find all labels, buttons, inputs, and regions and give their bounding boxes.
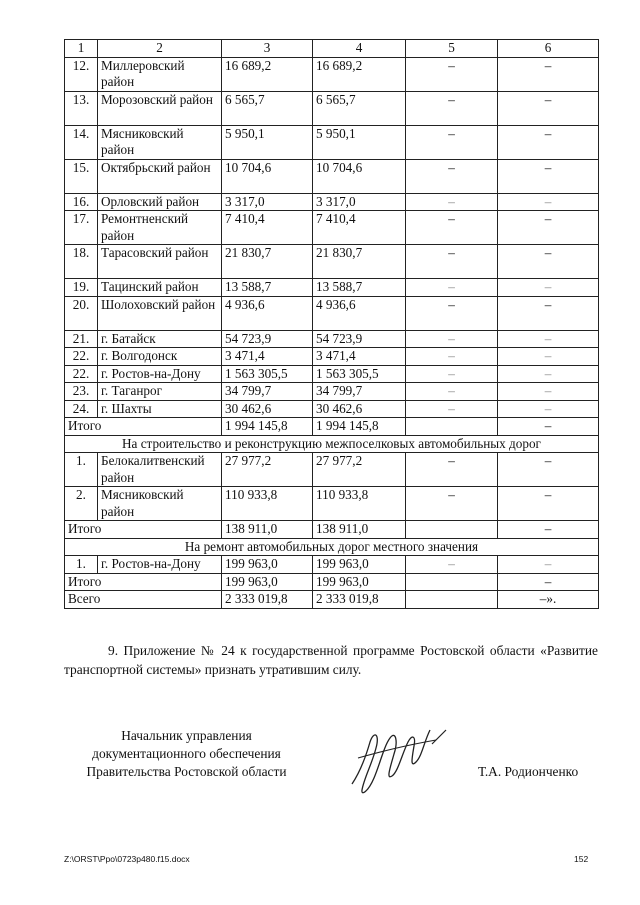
row-value-col5: –	[406, 487, 498, 521]
row-value-col5: –	[406, 348, 498, 366]
row-name: Морозовский район	[98, 91, 222, 125]
row-value-col6: –	[498, 330, 599, 348]
row-value-col4: 199 963,0	[313, 556, 406, 574]
row-value-col3: 16 689,2	[222, 57, 313, 91]
table-row	[65, 91, 599, 125]
total-row	[65, 418, 599, 436]
total-label: Итого	[65, 521, 222, 539]
footer-file-path: Z:\ORST\Ppo\0723p480.f15.docx	[64, 854, 190, 864]
header-cell: 1	[65, 40, 98, 58]
row-value-col5: –	[406, 159, 498, 193]
row-value-col6: –	[498, 159, 599, 193]
row-name: г. Волгодонск	[98, 348, 222, 366]
total-value-col4: 2 333 019,8	[313, 591, 406, 609]
table-row	[65, 487, 599, 521]
row-value-col6: –	[498, 348, 599, 366]
paragraph-9	[64, 641, 598, 679]
position-line: Правительства Ростовской области	[86, 764, 287, 779]
total-row	[65, 591, 599, 609]
row-number: 22.	[65, 365, 98, 383]
row-value-col5: –	[406, 330, 498, 348]
row-value-col5: –	[406, 383, 498, 401]
header-cell: 3	[222, 40, 313, 58]
table-row	[65, 383, 599, 401]
row-name: г. Таганрог	[98, 383, 222, 401]
row-value-col3: 30 462,6	[222, 400, 313, 418]
empty-cell	[406, 591, 498, 609]
total-row	[65, 573, 599, 591]
row-number: 21.	[65, 330, 98, 348]
row-value-col5: –	[406, 125, 498, 159]
row-value-col6: –	[498, 125, 599, 159]
row-value-col4: 34 799,7	[313, 383, 406, 401]
table-row	[65, 245, 599, 279]
total-value-col3: 2 333 019,8	[222, 591, 313, 609]
table-row	[65, 330, 599, 348]
table-row	[65, 348, 599, 366]
footer-page-number: 152	[574, 854, 589, 864]
row-number: 18.	[65, 245, 98, 279]
row-value-col6: –	[498, 193, 599, 211]
row-name: Орловский район	[98, 193, 222, 211]
row-value-col3: 199 963,0	[222, 556, 313, 574]
row-value-col3: 3 471,4	[222, 348, 313, 366]
row-value-col4: 7 410,4	[313, 211, 406, 245]
row-name: Мясниковский район	[98, 125, 222, 159]
table-row	[65, 453, 599, 487]
row-value-col3: 3 317,0	[222, 193, 313, 211]
table-row	[65, 556, 599, 574]
row-value-col4: 1 563 305,5	[313, 365, 406, 383]
section-title: На строительство и реконструкцию межпоселковых автомобильных дорог	[65, 435, 599, 453]
row-value-col3: 4 936,6	[222, 296, 313, 330]
row-value-col3: 6 565,7	[222, 91, 313, 125]
row-name: Шолоховский район	[98, 296, 222, 330]
section-title-row	[65, 435, 599, 453]
row-value-col6: –	[498, 91, 599, 125]
row-number: 24.	[65, 400, 98, 418]
table-row	[65, 159, 599, 193]
empty-cell	[406, 573, 498, 591]
row-value-col6: –	[498, 383, 599, 401]
signatory-name: Т.А. Родионченко	[478, 764, 579, 779]
handwritten-signature	[340, 712, 460, 802]
row-value-col4: 3 317,0	[313, 193, 406, 211]
row-name: Ремонтненский район	[98, 211, 222, 245]
row-number: 1.	[65, 556, 98, 574]
total-value-col6: –	[498, 418, 599, 436]
row-value-col6: –	[498, 453, 599, 487]
row-number: 2.	[65, 487, 98, 521]
section-title: На ремонт автомобильных дорог местного значения	[65, 538, 599, 556]
row-value-col4: 5 950,1	[313, 125, 406, 159]
total-value-col3: 199 963,0	[222, 573, 313, 591]
row-value-col3: 34 799,7	[222, 383, 313, 401]
row-name: Тарасовский район	[98, 245, 222, 279]
row-value-col3: 13 588,7	[222, 279, 313, 297]
row-value-col5: –	[406, 296, 498, 330]
position-line: Начальник управления	[121, 728, 252, 743]
row-value-col4: 4 936,6	[313, 296, 406, 330]
table-row	[65, 296, 599, 330]
row-number: 23.	[65, 383, 98, 401]
row-value-col6: –	[498, 487, 599, 521]
table-row	[65, 57, 599, 91]
table-row	[65, 279, 599, 297]
row-name: Миллеровский район	[98, 57, 222, 91]
header-cell: 4	[313, 40, 406, 58]
row-value-col5: –	[406, 400, 498, 418]
row-number: 19.	[65, 279, 98, 297]
row-value-col3: 1 563 305,5	[222, 365, 313, 383]
total-value-col6: –».	[498, 591, 599, 609]
row-value-col4: 6 565,7	[313, 91, 406, 125]
total-value-col6: –	[498, 573, 599, 591]
row-value-col5: –	[406, 453, 498, 487]
row-value-col6: –	[498, 245, 599, 279]
empty-cell	[406, 521, 498, 539]
table-row	[65, 193, 599, 211]
row-name: г. Батайск	[98, 330, 222, 348]
total-row	[65, 521, 599, 539]
table-row	[65, 365, 599, 383]
row-value-col3: 110 933,8	[222, 487, 313, 521]
total-value-col3: 1 994 145,8	[222, 418, 313, 436]
row-value-col3: 54 723,9	[222, 330, 313, 348]
row-value-col3: 7 410,4	[222, 211, 313, 245]
total-value-col3: 138 911,0	[222, 521, 313, 539]
row-value-col6: –	[498, 57, 599, 91]
row-number: 12.	[65, 57, 98, 91]
row-value-col4: 13 588,7	[313, 279, 406, 297]
row-name: Тацинский район	[98, 279, 222, 297]
header-cell: 5	[406, 40, 498, 58]
row-value-col4: 110 933,8	[313, 487, 406, 521]
table-row	[65, 400, 599, 418]
row-value-col4: 3 471,4	[313, 348, 406, 366]
section-title-row	[65, 538, 599, 556]
total-label: Итого	[65, 573, 222, 591]
row-value-col4: 54 723,9	[313, 330, 406, 348]
total-value-col4: 138 911,0	[313, 521, 406, 539]
total-label: Всего	[65, 591, 222, 609]
position-line: документационного обеспечения	[92, 746, 281, 761]
table-row	[65, 211, 599, 245]
row-value-col6: –	[498, 365, 599, 383]
header-cell: 2	[98, 40, 222, 58]
paragraph-text: 9. Приложение № 24 к государственной программе Ростовской области «Развитие транспортной системы» признать утратившим силу.	[64, 643, 598, 677]
row-value-col5: –	[406, 57, 498, 91]
row-value-col4: 27 977,2	[313, 453, 406, 487]
row-value-col5: –	[406, 193, 498, 211]
row-value-col4: 16 689,2	[313, 57, 406, 91]
row-number: 17.	[65, 211, 98, 245]
row-name: Мясниковский район	[98, 487, 222, 521]
row-value-col5: –	[406, 365, 498, 383]
row-value-col6: –	[498, 296, 599, 330]
row-number: 14.	[65, 125, 98, 159]
row-value-col4: 21 830,7	[313, 245, 406, 279]
row-value-col3: 5 950,1	[222, 125, 313, 159]
row-name: г. Ростов-на-Дону	[98, 365, 222, 383]
budget-table	[64, 39, 599, 609]
row-value-col3: 27 977,2	[222, 453, 313, 487]
row-number: 15.	[65, 159, 98, 193]
row-value-col6: –	[498, 556, 599, 574]
row-value-col3: 21 830,7	[222, 245, 313, 279]
total-value-col6: –	[498, 521, 599, 539]
row-name: г. Ростов-на-Дону	[98, 556, 222, 574]
row-value-col6: –	[498, 279, 599, 297]
row-value-col5: –	[406, 245, 498, 279]
row-value-col4: 10 704,6	[313, 159, 406, 193]
row-value-col4: 30 462,6	[313, 400, 406, 418]
row-value-col5: –	[406, 556, 498, 574]
table-row	[65, 125, 599, 159]
row-name: г. Шахты	[98, 400, 222, 418]
row-number: 1.	[65, 453, 98, 487]
total-label: Итого	[65, 418, 222, 436]
row-number: 22.	[65, 348, 98, 366]
row-value-col5: –	[406, 211, 498, 245]
row-number: 13.	[65, 91, 98, 125]
header-cell: 6	[498, 40, 599, 58]
row-value-col5: –	[406, 279, 498, 297]
table-header-row	[65, 40, 599, 58]
total-value-col4: 1 994 145,8	[313, 418, 406, 436]
signatory-position	[64, 727, 309, 781]
row-value-col5: –	[406, 91, 498, 125]
empty-cell	[406, 418, 498, 436]
total-value-col4: 199 963,0	[313, 573, 406, 591]
row-value-col6: –	[498, 400, 599, 418]
row-name: Октябрьский район	[98, 159, 222, 193]
row-value-col3: 10 704,6	[222, 159, 313, 193]
row-name: Белокалитвенский район	[98, 453, 222, 487]
row-value-col6: –	[498, 211, 599, 245]
row-number: 20.	[65, 296, 98, 330]
budget-table-body	[65, 40, 599, 609]
row-number: 16.	[65, 193, 98, 211]
